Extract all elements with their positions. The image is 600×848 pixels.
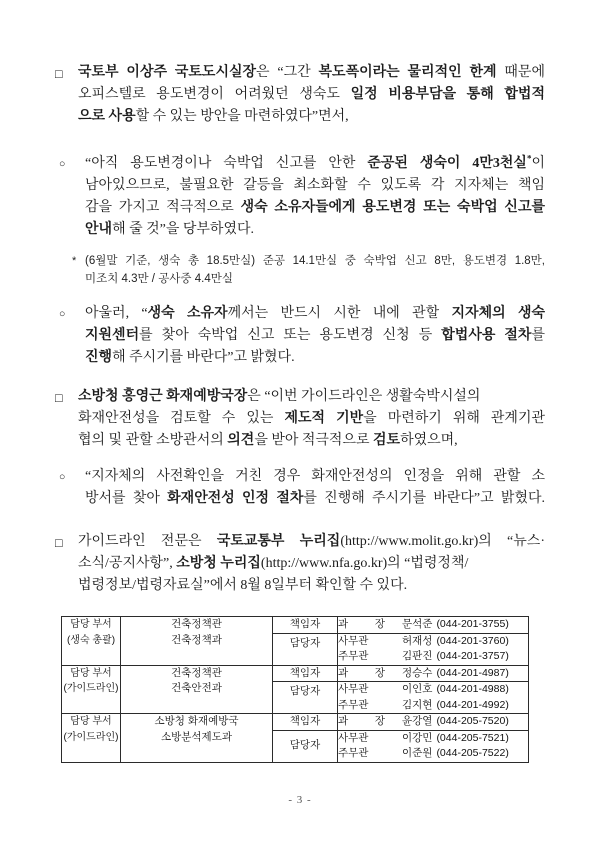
contact-cell (338, 649, 529, 665)
position-label: 사무관 (338, 683, 369, 695)
dept-label: 담당 부서 (70, 667, 112, 679)
contact-cell (338, 746, 529, 762)
dept-cell (62, 665, 121, 714)
circle-bullet-icon: ○ (59, 159, 66, 170)
dept-label: (생숙 총괄) (66, 634, 116, 646)
contact-cell (338, 617, 529, 634)
text-line: 국토부 이상주 국토도시실장은 “그간 복도폭이라는 물리적인 한계 때문에 (78, 65, 545, 80)
office-label: 건축안전과 (171, 682, 222, 694)
text-line: 소방청 홍영근 화재예방국장은 “이번 가이드라인은 생활숙박시설의 (78, 389, 481, 404)
square-bullet-icon: □ (55, 67, 63, 81)
contact-cell (338, 665, 529, 682)
dept-label: (가이드라인) (63, 731, 119, 743)
paragraph-text (78, 386, 545, 452)
text-line: 진행해 주시기를 바란다”고 밝혔다. (85, 350, 295, 365)
position-label: 사무관 (338, 731, 369, 744)
contact-name: 김판진 (402, 650, 433, 662)
square-bullet-icon: □ (55, 391, 63, 405)
text-line: 방서를 찾아 화재안전성 인정 절차를 진행해 주시기를 바란다”고 밝혔다. (85, 491, 546, 506)
contact-phone: (044-201-3757) (436, 650, 509, 662)
circle-bullet-icon: ○ (59, 309, 66, 320)
table-row (62, 617, 529, 634)
paragraph-fire-safety-procedure (55, 466, 545, 510)
contact-cell (338, 682, 529, 698)
office-label: 건축정책관 (171, 666, 222, 679)
text-line: “아직 용도변경이나 숙박업 신고를 안한 준공된 생숙이 4만3천실*이 (85, 153, 545, 171)
dept-label: 담당 부서 (70, 619, 112, 630)
office-cell (121, 665, 273, 714)
contact-phone: (044-201-4992) (436, 698, 509, 711)
text-line: 미조치 4.3만 / 공사중 4.4만실 (85, 272, 233, 285)
contact-name: 정승수 (402, 666, 433, 679)
lead-role-cell: 책임자 (273, 665, 338, 682)
office-label: 소방분석제도과 (160, 730, 232, 743)
text-line: 남아있으므로, 불필요한 갈등을 최소화할 수 있도록 각 지자체는 책임 (85, 178, 545, 193)
staff-role-cell: 담당자 (273, 682, 338, 714)
position-label: 주무관 (338, 698, 369, 711)
text-line: 화재안전성을 검토할 수 있는 제도적 기반을 마련하기 위해 관계기관 (78, 411, 546, 426)
asterisk-marker: * (72, 255, 77, 267)
text-line: 소식/공지사항”, 소방청 누리집(http://www.nfa.go.kr)의 “법령정책/ (78, 556, 469, 571)
contact-table (61, 616, 529, 763)
dept-cell (62, 714, 121, 763)
text-line: 협의 및 관할 소방관서의 의견을 받아 적극적으로 검토하였으며, (78, 433, 458, 448)
text-line: 감을 가지고 적극적으로 생숙 소유자들에게 용도변경 또는 숙박업 신고를 (85, 200, 545, 215)
contact-cell (338, 698, 529, 714)
table-row (62, 665, 529, 682)
staff-role-cell: 담당자 (273, 633, 338, 665)
paragraph-guideline-access (55, 531, 545, 597)
position-label: 과 장 (338, 618, 385, 630)
dept-label: 담당 부서 (70, 716, 112, 727)
text-line: 으로 사용할 수 있는 방안을 마련하였다”면서, (78, 109, 349, 124)
position-label: 과 장 (338, 666, 385, 679)
paragraph-text (85, 303, 545, 369)
contact-name: 문석준 (402, 618, 433, 630)
office-label: 건축정책관 (171, 618, 222, 630)
lead-role-cell: 책임자 (273, 617, 338, 634)
footnote-statistics (55, 253, 545, 288)
contact-phone: (044-205-7520) (436, 715, 509, 727)
text-line: 가이드라인 전문은 국토교통부 누리집(http://www.molit.go.kr)의 “뉴스· (78, 534, 545, 549)
circle-bullet-icon: ○ (59, 472, 66, 483)
office-cell (121, 617, 273, 666)
position-label: 주무관 (338, 650, 369, 662)
contact-cell (338, 633, 529, 649)
contact-name: 허재성 (402, 634, 433, 647)
contact-name: 이인호 (402, 683, 433, 695)
table-row (62, 714, 529, 731)
contact-phone: (044-205-7522) (436, 747, 509, 759)
paragraph-remaining-units (55, 153, 545, 241)
paragraph-text (78, 62, 545, 128)
text-line: 오피스텔로 용도변경이 어려웠던 생숙도 일정 비용부담을 통해 합법적 (78, 87, 545, 102)
lead-role-cell: 책임자 (273, 714, 338, 731)
page-number: - 3 - (288, 793, 312, 806)
paragraph-molit-director-quote (55, 62, 545, 128)
contact-name: 이준원 (402, 747, 433, 759)
contact-name: 김지현 (402, 698, 433, 711)
position-label: 사무관 (338, 634, 369, 647)
paragraph-owner-request (55, 303, 545, 369)
contact-name: 윤강열 (402, 715, 433, 727)
paragraph-text (85, 466, 545, 510)
office-label: 건축정책과 (171, 633, 222, 646)
dept-cell (62, 617, 121, 666)
contact-cell (338, 730, 529, 746)
office-cell (121, 714, 273, 763)
text-line: 아울러, “생숙 소유자께서는 반드시 시한 내에 관할 지자체의 생숙 (85, 306, 545, 321)
paragraph-text (85, 153, 545, 241)
contact-phone: (044-201-3760) (436, 634, 509, 647)
paragraph-text (78, 531, 545, 597)
contact-name: 이강민 (402, 731, 433, 744)
paragraph-nfa-director-quote (55, 386, 545, 452)
square-bullet-icon: □ (55, 536, 63, 550)
position-label: 과 장 (338, 715, 385, 727)
text-line: (6월말 기준, 생숙 총 18.5만실) 준공 14.1만실 중 숙박업 신고 8만, 용도변경 1.8만, (85, 255, 545, 267)
text-line: 법령정보/법령자료실”에서 8월 8일부터 확인할 수 있다. (78, 578, 408, 593)
staff-role-cell: 담당자 (273, 730, 338, 762)
contact-phone: (044-201-4988) (436, 683, 509, 695)
dept-label: (가이드라인) (63, 683, 119, 694)
text-line: “지자체의 사전확인을 거친 경우 화재안전성의 인정을 위해 관할 소 (85, 469, 545, 484)
contact-cell (338, 714, 529, 731)
contact-phone: (044-201-3755) (436, 618, 509, 630)
text-line: 지원센터를 찾아 숙박업 신고 또는 용도변경 신청 등 합법사용 절차를 (85, 328, 545, 343)
footnote-text (85, 253, 545, 288)
office-label: 소방청 화재예방국 (154, 715, 239, 727)
text-line: 안내해 줄 것”을 당부하였다. (85, 222, 254, 237)
contact-phone: (044-201-4987) (436, 666, 509, 679)
position-label: 주무관 (338, 747, 369, 759)
contact-phone: (044-205-7521) (436, 731, 509, 744)
